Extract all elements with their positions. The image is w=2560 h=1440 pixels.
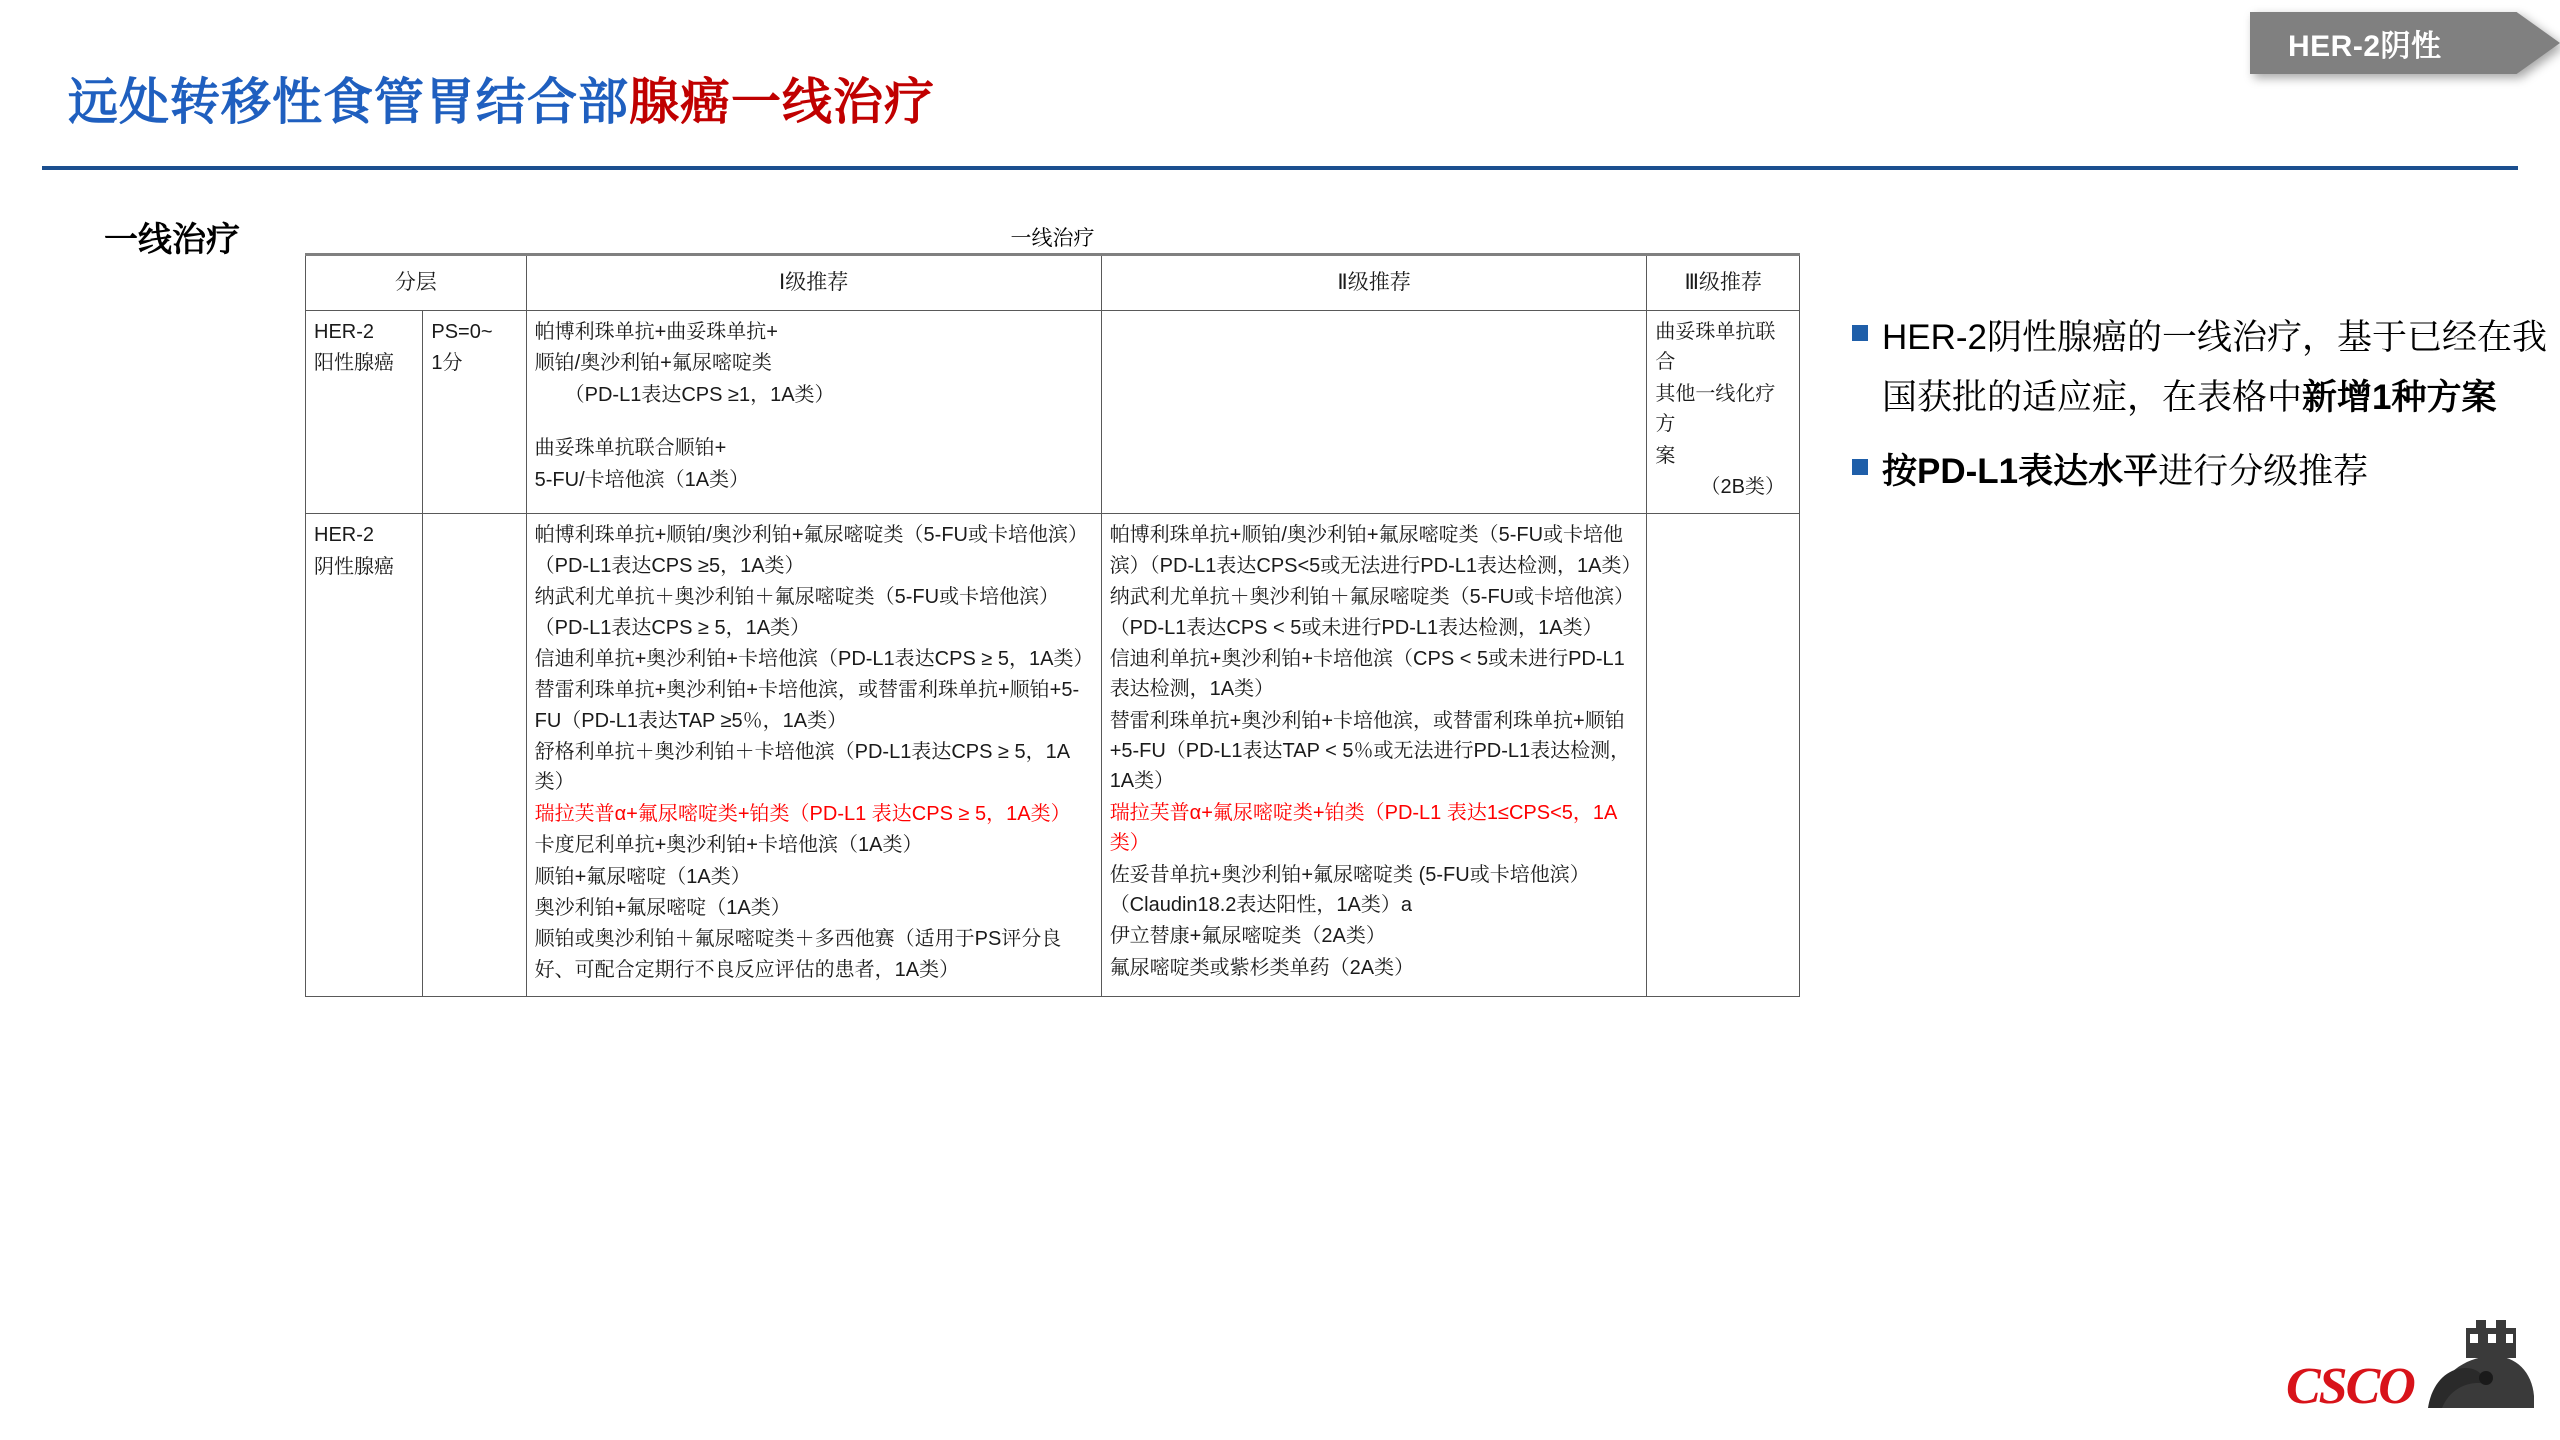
regimen-item: 舒格利单抗＋奥沙利铂＋卡培他滨（PD-L1表达CPS ≥ 5，1A类） [534, 741, 1071, 794]
regimen-item: 信迪利单抗+奥沙利铂+卡培他滨（PD-L1表达CPS ≥ 5，1A类） [534, 647, 1094, 670]
regimen-item: 其他一线化疗方 [1655, 382, 1776, 436]
cell-line: HER-2 [314, 524, 375, 547]
bullet-text-normal: HER-2阴性腺癌的一线治疗，基于已经在我国获批的适应症，在表格中 [1882, 318, 2548, 418]
cell-level1 [526, 514, 1101, 997]
bullet-text [1882, 308, 2552, 428]
banner-label: HER-2阴性 [2288, 30, 2442, 63]
cell-level3 [1647, 311, 1800, 514]
cell-line: HER-2 [314, 321, 375, 343]
regimen-item: 顺铂+氟尿嘧啶（1A类） [534, 865, 751, 888]
cell-stratification [306, 514, 423, 997]
csco-logo [2280, 1312, 2542, 1430]
header-level2: Ⅱ级推荐 [1101, 255, 1647, 311]
cell-level3 [1647, 514, 1800, 997]
table-row [306, 514, 1800, 997]
table-row [306, 311, 1800, 514]
regimen-item: 5-FU/卡培他滨（1A类） [534, 468, 750, 491]
header-stratification: 分层 [306, 255, 527, 311]
regimen-item: （2B类） [1700, 475, 1785, 498]
regimen-item: 替雷利珠单抗+奥沙利铂+卡培他滨，或替雷利珠单抗+顺铂+5-FU（PD-L1表达TAP < 5％或无法进行PD-L1表达检测，1A类） [1109, 709, 1631, 793]
csco-logo-text: CSCO [2286, 1358, 2414, 1415]
bullet-text [1882, 442, 2368, 502]
cell-stratification [306, 311, 423, 514]
regimen-item: 替雷利珠单抗+奥沙利铂+卡培他滨，或替雷利珠单抗+顺铂+5-FU（PD-L1表达TAP ≥5％，1A类） [534, 679, 1080, 732]
regimen-item: 信迪利单抗+奥沙利铂+卡培他滨（CPS < 5或未进行PD-L1表达检测，1A类） [1109, 647, 1625, 701]
regimen-item: 纳武利尤单抗＋奥沙利铂＋氟尿嘧啶类（5-FU或卡培他滨）（PD-L1表达CPS < 5或未进行PD-L1表达检测，1A类） [1109, 586, 1635, 639]
cell-line: 1分 [431, 352, 463, 375]
bullet-text-normal: 进行分级推荐 [2158, 452, 2369, 492]
page-title [68, 62, 935, 134]
regimen-item: 卡度尼利单抗+奥沙利铂+卡培他滨（1A类） [534, 834, 923, 857]
regimen-item: 纳武利尤单抗＋奥沙利铂＋氟尿嘧啶类（5-FU或卡培他滨）（PD-L1表达CPS ≥ 5，1A类） [534, 586, 1060, 639]
header-level3: Ⅲ级推荐 [1647, 255, 1800, 311]
bullet-text-bold: 按PD-L1表达水平 [1882, 452, 2159, 492]
table-caption: 一线治疗 [1010, 227, 1095, 250]
cell-level1 [526, 311, 1101, 514]
regimen-item: 瑞拉芙普α+氟尿嘧啶类+铂类（PD-L1 表达CPS ≥ 5，1A类） [534, 802, 1071, 825]
recommendation-table [305, 253, 1800, 997]
cell-line: 阴性腺癌 [314, 555, 394, 578]
summary-bullet-list [1852, 308, 2552, 517]
regimen-item: 伊立替康+氟尿嘧啶类（2A类） [1109, 925, 1386, 948]
regimen-item: 顺铂或奥沙利铂＋氟尿嘧啶类＋多西他赛（适用于PS评分良好、可配合定期行不良反应评估的患者，1A类） [534, 928, 1062, 981]
title-divider [42, 166, 2518, 170]
section-label: 一线治疗 [104, 221, 240, 259]
regimen-item: 帕博利珠单抗+顺铂/奥沙利铂+氟尿嘧啶类（5-FU或卡培他滨）（PD-L1表达CPS<5或无法进行PD-L1表达检测，1A类） [1109, 524, 1642, 577]
cell-level2 [1101, 311, 1647, 514]
bullet-square-icon [1852, 459, 1868, 475]
bullet-item [1852, 442, 2552, 502]
regimen-item: （PD-L1表达CPS ≥1，1A类） [534, 383, 835, 406]
regimen-item: 顺铂/奥沙利铂+氟尿嘧啶类 [534, 352, 772, 375]
regimen-item: 曲妥珠单抗联合顺铂+ [534, 437, 727, 460]
cell-ps-score [423, 514, 526, 997]
bullet-square-icon [1852, 325, 1868, 341]
recommendation-table-wrap [305, 253, 1800, 997]
header-level1: Ⅰ级推荐 [526, 255, 1101, 311]
regimen-item: 佐妥昔单抗+奥沙利铂+氟尿嘧啶类 (5-FU或卡培他滨）（Claudin18.2表达阳性，1A类）a [1109, 863, 1590, 917]
cell-level2 [1101, 514, 1647, 997]
table-body [306, 311, 1800, 997]
regimen-item: 氟尿嘧啶类或紫杉类单药（2A类） [1109, 956, 1415, 979]
regimen-item: 帕博利珠单抗+顺铂/奥沙利铂+氟尿嘧啶类（5-FU或卡培他滨）（PD-L1表达CPS ≥5，1A类） [534, 524, 1088, 577]
regimen-item: 帕博利珠单抗+曲妥珠单抗+ [534, 321, 778, 343]
regimen-item: 曲妥珠单抗联合 [1655, 321, 1776, 374]
her2-status-banner [2250, 12, 2560, 74]
bullet-text-bold: 新增1种方案 [2302, 378, 2497, 418]
regimen-spacer [535, 411, 1093, 433]
cell-ps-score [423, 311, 526, 514]
page-title-red: 腺癌一线治疗 [629, 74, 935, 130]
table-header-row [306, 255, 1800, 311]
regimen-item: 奥沙利铂+氟尿嘧啶（1A类） [534, 897, 791, 920]
regimen-item: 瑞拉芙普α+氟尿嘧啶类+铂类（PD-L1 表达1≤CPS<5，1A类） [1109, 801, 1618, 855]
cell-line: 阳性腺癌 [314, 352, 394, 375]
page-title-blue: 远处转移性食管胃结合部 [68, 74, 629, 130]
regimen-item: 案 [1655, 444, 1676, 467]
cell-line: PS=0~ [431, 321, 493, 343]
bullet-item [1852, 308, 2552, 428]
